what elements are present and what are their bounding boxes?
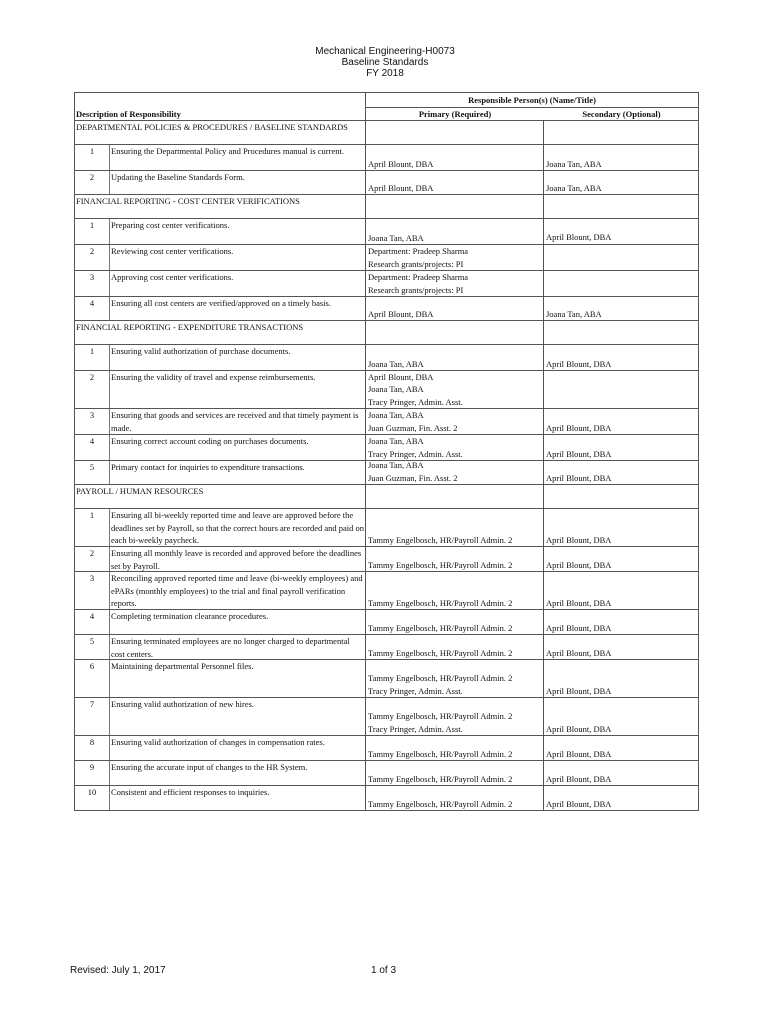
item-description: Ensuring the validity of travel and expense reimbursements. bbox=[109, 371, 365, 408]
item-number: 4 bbox=[89, 298, 95, 308]
secondary-person: April Blount, DBA bbox=[546, 622, 612, 633]
item-description: Ensuring terminated employees are no longer charged to departmental cost centers. bbox=[109, 635, 365, 659]
item-description: Ensuring the accurate input of changes to the HR System. bbox=[109, 761, 365, 785]
primary-person: Juan Guzman, Fin. Asst. 2 bbox=[368, 472, 458, 483]
secondary-person: April Blount, DBA bbox=[546, 534, 612, 545]
primary-person: April Blount, DBA bbox=[368, 371, 434, 382]
secondary-cell bbox=[543, 547, 698, 571]
item-description: Completing termination clearance procedures. bbox=[109, 610, 365, 634]
item-number: 2 bbox=[89, 372, 95, 382]
table-row bbox=[75, 371, 698, 409]
primary-person: Tammy Engelbosch, HR/Payroll Admin. 2 bbox=[368, 748, 513, 759]
table-row bbox=[75, 219, 698, 245]
primary-cell bbox=[365, 610, 543, 634]
item-description: Ensuring correct account coding on purchases documents. bbox=[109, 435, 365, 460]
secondary-cell bbox=[543, 698, 698, 735]
primary-person: Tammy Engelbosch, HR/Payroll Admin. 2 bbox=[368, 622, 513, 633]
primary-person: Research grants/projects: PI bbox=[368, 284, 464, 295]
primary-cell bbox=[365, 219, 543, 244]
item-number: 4 bbox=[89, 611, 95, 621]
item-description: Ensuring that goods and services are received and that timely payment is made. bbox=[109, 409, 365, 434]
table-row bbox=[75, 297, 698, 321]
responsibility-table bbox=[74, 92, 699, 811]
secondary-person: April Blount, DBA bbox=[546, 472, 612, 483]
primary-cell bbox=[365, 297, 543, 320]
table-row bbox=[75, 345, 698, 371]
item-number: 2 bbox=[89, 172, 95, 182]
primary-person: Joana Tan, ABA bbox=[368, 436, 424, 446]
secondary-cell bbox=[543, 736, 698, 760]
table-row bbox=[75, 786, 698, 811]
primary-person: Tracy Pringer, Admin. Asst. bbox=[368, 723, 463, 734]
primary-person: Juan Guzman, Fin. Asst. 2 bbox=[368, 422, 458, 433]
department-title: Mechanical Engineering-H0073 bbox=[315, 46, 455, 57]
secondary-person: Joana Tan, ABA bbox=[546, 158, 602, 169]
secondary-person: April Blount, DBA bbox=[546, 358, 612, 369]
primary-person: Tracy Pringer, Admin. Asst. bbox=[368, 448, 463, 459]
table-row bbox=[75, 736, 698, 761]
item-number: 5 bbox=[89, 462, 95, 472]
section-row bbox=[75, 195, 698, 219]
secondary-cell bbox=[543, 461, 698, 484]
item-number: 3 bbox=[89, 410, 95, 420]
primary-cell bbox=[365, 145, 543, 170]
item-description: Ensuring the Departmental Policy and Procedures manual is current. bbox=[109, 145, 365, 170]
document-title: Baseline Standards bbox=[341, 57, 429, 68]
secondary-cell bbox=[543, 345, 698, 370]
item-description: Ensuring all bi-weekly reported time and leave are approved before the deadlines set by Payroll, so that the correct hours are recorded and paid on each bi-weekly paycheck. bbox=[111, 510, 365, 545]
primary-cell bbox=[365, 698, 543, 735]
secondary-cell bbox=[543, 219, 698, 244]
secondary-cell bbox=[543, 297, 698, 320]
secondary-person: April Blount, DBA bbox=[546, 748, 612, 759]
primary-person: Tammy Engelbosch, HR/Payroll Admin. 2 bbox=[368, 559, 513, 570]
primary-cell bbox=[365, 171, 543, 194]
primary-cell bbox=[365, 509, 543, 546]
item-description: Ensuring all cost centers are verified/approved on a timely basis. bbox=[109, 297, 365, 320]
primary-cell bbox=[365, 245, 543, 270]
item-number: 1 bbox=[89, 346, 95, 356]
item-number: 8 bbox=[89, 737, 95, 747]
primary-person: Department: Pradeep Sharma bbox=[368, 272, 469, 282]
section-row bbox=[75, 485, 698, 509]
secondary-cell bbox=[543, 635, 698, 659]
secondary-cell bbox=[543, 786, 698, 810]
item-number: 1 bbox=[89, 220, 95, 230]
item-description: Updating the Baseline Standards Form. bbox=[109, 171, 365, 194]
primary-cell bbox=[365, 736, 543, 760]
secondary-cell bbox=[543, 435, 698, 460]
primary-person: Joana Tan, ABA bbox=[368, 410, 424, 420]
table-row bbox=[75, 461, 698, 485]
table-row bbox=[75, 245, 698, 271]
section-title: FINANCIAL REPORTING - COST CENTER VERIFICATIONS bbox=[76, 196, 300, 206]
primary-person: Tammy Engelbosch, HR/Payroll Admin. 2 bbox=[368, 534, 513, 545]
item-description: Primary contact for inquiries to expenditure transactions. bbox=[109, 461, 365, 484]
table-row bbox=[75, 145, 698, 171]
item-description: Reviewing cost center verifications. bbox=[109, 245, 365, 270]
col-secondary-header: Secondary (Optional) bbox=[582, 108, 661, 119]
secondary-cell bbox=[543, 572, 698, 609]
primary-person: Tammy Engelbosch, HR/Payroll Admin. 2 bbox=[368, 673, 513, 683]
table-row bbox=[75, 409, 698, 435]
primary-person: Joana Tan, ABA bbox=[368, 384, 424, 394]
section-title: DEPARTMENTAL POLICIES & PROCEDURES / BASELINE STANDARDS bbox=[76, 122, 348, 132]
item-description: Maintaining departmental Personnel files. bbox=[109, 660, 365, 697]
primary-person: April Blount, DBA bbox=[368, 158, 434, 169]
col-primary-header: Primary (Required) bbox=[418, 108, 492, 119]
item-number: 1 bbox=[89, 146, 95, 156]
secondary-person: April Blount, DBA bbox=[546, 798, 612, 809]
primary-person: Joana Tan, ABA bbox=[368, 358, 424, 369]
table-row bbox=[75, 435, 698, 461]
item-number: 3 bbox=[89, 573, 95, 583]
table-row bbox=[75, 698, 698, 736]
primary-cell bbox=[365, 761, 543, 785]
item-description: Ensuring valid authorization of purchase documents. bbox=[109, 345, 365, 370]
primary-cell bbox=[365, 409, 543, 434]
secondary-cell bbox=[543, 610, 698, 634]
primary-cell bbox=[365, 660, 543, 697]
table-row bbox=[75, 761, 698, 786]
secondary-person: April Blount, DBA bbox=[546, 448, 612, 459]
primary-cell bbox=[365, 635, 543, 659]
secondary-person: Joana Tan, ABA bbox=[546, 308, 602, 319]
primary-cell bbox=[365, 786, 543, 810]
table-row bbox=[75, 635, 698, 660]
secondary-person: April Blount, DBA bbox=[546, 232, 612, 242]
primary-cell bbox=[365, 461, 543, 484]
item-description: Reconciling approved reported time and leave (bi-weekly employees) and ePARs (monthly employees) to the trial and final payroll verification reports. bbox=[109, 572, 365, 609]
table-row bbox=[75, 271, 698, 297]
table-row bbox=[75, 509, 698, 547]
primary-person: Tammy Engelbosch, HR/Payroll Admin. 2 bbox=[368, 798, 513, 809]
section-title: PAYROLL / HUMAN RESOURCES bbox=[76, 486, 204, 496]
secondary-person: April Blount, DBA bbox=[546, 773, 612, 784]
primary-cell bbox=[365, 271, 543, 296]
primary-cell bbox=[365, 547, 543, 571]
item-number: 3 bbox=[89, 272, 95, 282]
secondary-cell bbox=[543, 271, 698, 296]
primary-cell bbox=[365, 435, 543, 460]
primary-cell bbox=[365, 345, 543, 370]
primary-person: Tammy Engelbosch, HR/Payroll Admin. 2 bbox=[368, 711, 513, 721]
primary-person: Tammy Engelbosch, HR/Payroll Admin. 2 bbox=[368, 647, 513, 658]
item-number: 1 bbox=[89, 510, 95, 520]
item-number: 6 bbox=[89, 661, 95, 671]
secondary-person: April Blount, DBA bbox=[546, 647, 612, 658]
primary-person: April Blount, DBA bbox=[368, 308, 434, 319]
responsible-person-header: Responsible Person(s) (Name/Title) bbox=[366, 94, 698, 108]
primary-person: Tracy Pringer, Admin. Asst. bbox=[368, 396, 463, 407]
item-description: Consistent and efficient responses to inquiries. bbox=[109, 786, 365, 810]
secondary-person: Joana Tan, ABA bbox=[546, 182, 602, 193]
section-title: FINANCIAL REPORTING - EXPENDITURE TRANSACTIONS bbox=[76, 322, 304, 332]
primary-person: Tracy Pringer, Admin. Asst. bbox=[368, 685, 463, 696]
col-description-header: Description of Responsibility bbox=[76, 108, 181, 119]
table-row bbox=[75, 572, 698, 610]
page-number: 1 of 3 bbox=[371, 965, 397, 976]
secondary-cell bbox=[543, 761, 698, 785]
secondary-person: April Blount, DBA bbox=[546, 685, 612, 696]
table-row bbox=[75, 660, 698, 698]
primary-cell bbox=[365, 572, 543, 609]
secondary-cell bbox=[543, 145, 698, 170]
secondary-person: April Blount, DBA bbox=[546, 597, 612, 608]
item-number: 10 bbox=[87, 787, 97, 797]
item-description: Ensuring all monthly leave is recorded and approved before the deadlines set by Payroll. bbox=[109, 547, 365, 571]
revised-date: Revised: July 1, 2017 bbox=[70, 965, 166, 976]
item-number: 2 bbox=[89, 246, 95, 256]
secondary-cell bbox=[543, 171, 698, 194]
table-header-row bbox=[75, 93, 698, 121]
secondary-person: April Blount, DBA bbox=[546, 422, 612, 433]
primary-person: Tammy Engelbosch, HR/Payroll Admin. 2 bbox=[368, 773, 513, 784]
section-row bbox=[75, 321, 698, 345]
item-number: 2 bbox=[89, 548, 95, 558]
document-header bbox=[0, 46, 770, 79]
secondary-cell bbox=[543, 660, 698, 697]
item-number: 9 bbox=[89, 762, 95, 772]
primary-person: Tammy Engelbosch, HR/Payroll Admin. 2 bbox=[368, 597, 513, 608]
secondary-person: April Blount, DBA bbox=[546, 559, 612, 570]
item-description: Approving cost center verifications. bbox=[109, 271, 365, 296]
item-description: Ensuring valid authorization of new hires. bbox=[109, 698, 365, 735]
primary-person: April Blount, DBA bbox=[368, 182, 434, 193]
primary-person: Joana Tan, ABA bbox=[368, 460, 424, 470]
item-number: 4 bbox=[89, 436, 95, 446]
table-row bbox=[75, 610, 698, 635]
table-row bbox=[75, 171, 698, 195]
secondary-cell bbox=[543, 371, 698, 408]
secondary-cell bbox=[543, 245, 698, 270]
item-number: 7 bbox=[89, 699, 95, 709]
table-row bbox=[75, 547, 698, 572]
item-description: Preparing cost center verifications. bbox=[109, 219, 365, 244]
item-description: Ensuring valid authorization of changes in compensation rates. bbox=[109, 736, 365, 760]
primary-person: Research grants/projects: PI bbox=[368, 258, 464, 269]
secondary-person: April Blount, DBA bbox=[546, 723, 612, 734]
fiscal-year: FY 2018 bbox=[366, 68, 404, 79]
secondary-cell bbox=[543, 509, 698, 546]
primary-person: Joana Tan, ABA bbox=[368, 232, 424, 243]
section-row bbox=[75, 121, 698, 145]
item-number: 5 bbox=[89, 636, 95, 646]
primary-person: Department: Pradeep Sharma bbox=[368, 246, 469, 256]
secondary-cell bbox=[543, 409, 698, 434]
primary-cell bbox=[365, 371, 543, 408]
